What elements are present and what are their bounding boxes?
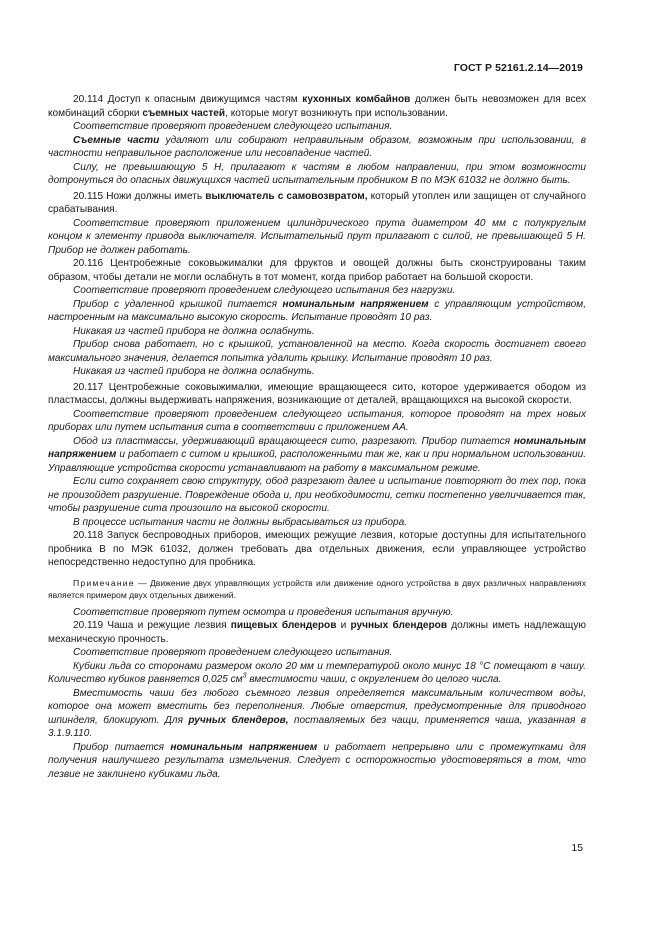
- note-label: Примечание: [73, 577, 135, 588]
- clause-20-115: 20.115 Ножи должны иметь выключатель с самовозвратом, который утоплен или защищен от случайного срабатывания.: [48, 190, 587, 215]
- clause-20-118: 20.118 Запуск беспроводных приборов, имеющих режущие лезвия, которые доступны для испытательного пробника В по МЭК 61032, должен требовать два отдельных движения, если управляющее устройство непосредственно недоступно для пробника.: [48, 530, 586, 568]
- clause-20-117: 20.117 Центробежные соковыжималки, имеющие вращающееся сито, которое удерживается ободом из пластмассы, должны выдерживать напряжения, возникающие от деталей, вращающихся на высокой скорости.: [48, 381, 586, 406]
- test-paragraph: Обод из пластмассы, удерживающий вращающееся сито, разрезают. Прибор питается номинальным напряжением и работает с ситом и крышкой, расположенными так же, как и при нормальном использовании. Управляющие устройства скорости устанавливают на работу в максимальном режиме.: [48, 435, 586, 474]
- note: Примечание — Движение двух управляющих устройств или движение одного устройства в двух различных направлениях является примером двух отдельных движений.: [48, 577, 586, 600]
- page-number: 15: [571, 842, 583, 854]
- document-body: [48, 93, 586, 781]
- test-paragraph: Если сито сохраняет свою структуру, обод разрезают далее и испытание повторяют до тех пор, пока не произойдет разрушение. Повреждение обода и, при необходимости, сетки постепенно увеличивается так, чтобы разрушение сита произошло на высокой скорости.: [48, 476, 586, 514]
- term-switch: выключатель с самовозвратом,: [205, 190, 368, 202]
- term-food-blenders: пищевых блендеров: [230, 620, 337, 631]
- compliance-text: Соответствие проверяют путем осмотра и проведения испытания вручную.: [73, 606, 454, 618]
- test-paragraph: Съемные части удаляют или собирают неправильным образом, возможным при использовании, в частности неправильное расположение или несовпадение частей.: [48, 134, 586, 159]
- test-paragraph: Кубики льда со сторонами размером около 20 мм и температурой около минус 18 °С помещают в чашу. Количество кубиков равняется 0,025 $см^3$ вместимости чаши, с округлением до целого числа.: [48, 660, 586, 685]
- test-paragraph: В процессе испытания части не должны выбрасываться из прибора.: [73, 516, 408, 528]
- clause-20-116: 20.116 Центробежные соковыжималки для фруктов и овощей должны быть сконструированы таким образом, чтобы детали не могли ослабнуть в тот момент, когда прибор работает на большой скорости.: [48, 258, 586, 283]
- compliance-text: Соответствие проверяют проведением следующего испытания без нагрузки.: [73, 285, 456, 296]
- term-hand-blenders: ручных блендеров: [350, 620, 448, 631]
- test-paragraph: Прибор снова работает, но с крышкой, установленной на место. Когда скорость достигнет своего максимального значения, делается попытка удалить крышку. Испытание проводят 10 раз.: [48, 339, 586, 364]
- test-paragraph: Никакая из частей прибора не должна ослабнуть.: [73, 325, 315, 337]
- test-paragraph: Прибор с удаленной крышкой питается номинальным напряжением с управляющим устройством, настроенным на максимально высокую скорость. Испытание проводят 10 раз.: [48, 298, 586, 323]
- clause-20-114: 20.114 Доступ к опасным движущимся частям кухонных комбайнов должен быть невозможен для всех комбинаций сборки съемных частей, которые могут возникнуть при использовании.: [48, 94, 586, 119]
- test-paragraph: Вместимость чаши без любого съемного лезвия определяется максимальным количеством воды, которое она может вместить без переполнения. Любые отверстия, предусмотренные для приводного шпинделя, блокируют. Для ручных блендеров, поставляемых без чащи, применяется чаша, указанная в 3.1.9.110.: [48, 687, 586, 739]
- term-food-processors: кухонных комбайнов: [302, 94, 411, 105]
- test-paragraph: Прибор питается номинальным напряжением и работает непрерывно или с промежутками для получения наилучшего результата измельчения. Следует с осторожностью удостоверяться в том, что лезвие не заклинено кубиками льда.: [48, 741, 586, 780]
- compliance-text: Соответствие проверяют проведением следующего испытания, которое проводят на трех новых приборах или путем испытания сита в соответствии с приложением АА.: [48, 408, 586, 433]
- compliance-text: Соответствие проверяют проведением следующего испытания.: [73, 647, 393, 658]
- compliance-text: Соответствие проверяют проведением следующего испытания.: [73, 121, 393, 132]
- test-paragraph: Никакая из частей прибора не должна ослабнуть.: [73, 366, 315, 377]
- test-paragraph: Силу, не превышающую 5 Н, прилагают к частям в любом направлении, при этом возможности дотронуться до опасных движущихся частей испытательным пробником В по МЭК 61032 не должно быть.: [48, 161, 586, 186]
- clause-20-119: 20.119 Чаша и режущие лезвия пищевых блендеров и ручных блендеров должны иметь надлежащую механическую прочность.: [48, 620, 586, 645]
- compliance-text: Соответствие проверяют приложением цилиндрического прута диаметром 40 мм с полукруглым концом к элементу привода выключателя. Испытательный прут прилагают с силой, не превышающей 5 Н. Прибор не должен работать.: [48, 217, 586, 256]
- standard-id: ГОСТ Р 52161.2.14—2019: [453, 62, 583, 74]
- term-detachable-parts: съемных частей: [142, 107, 226, 119]
